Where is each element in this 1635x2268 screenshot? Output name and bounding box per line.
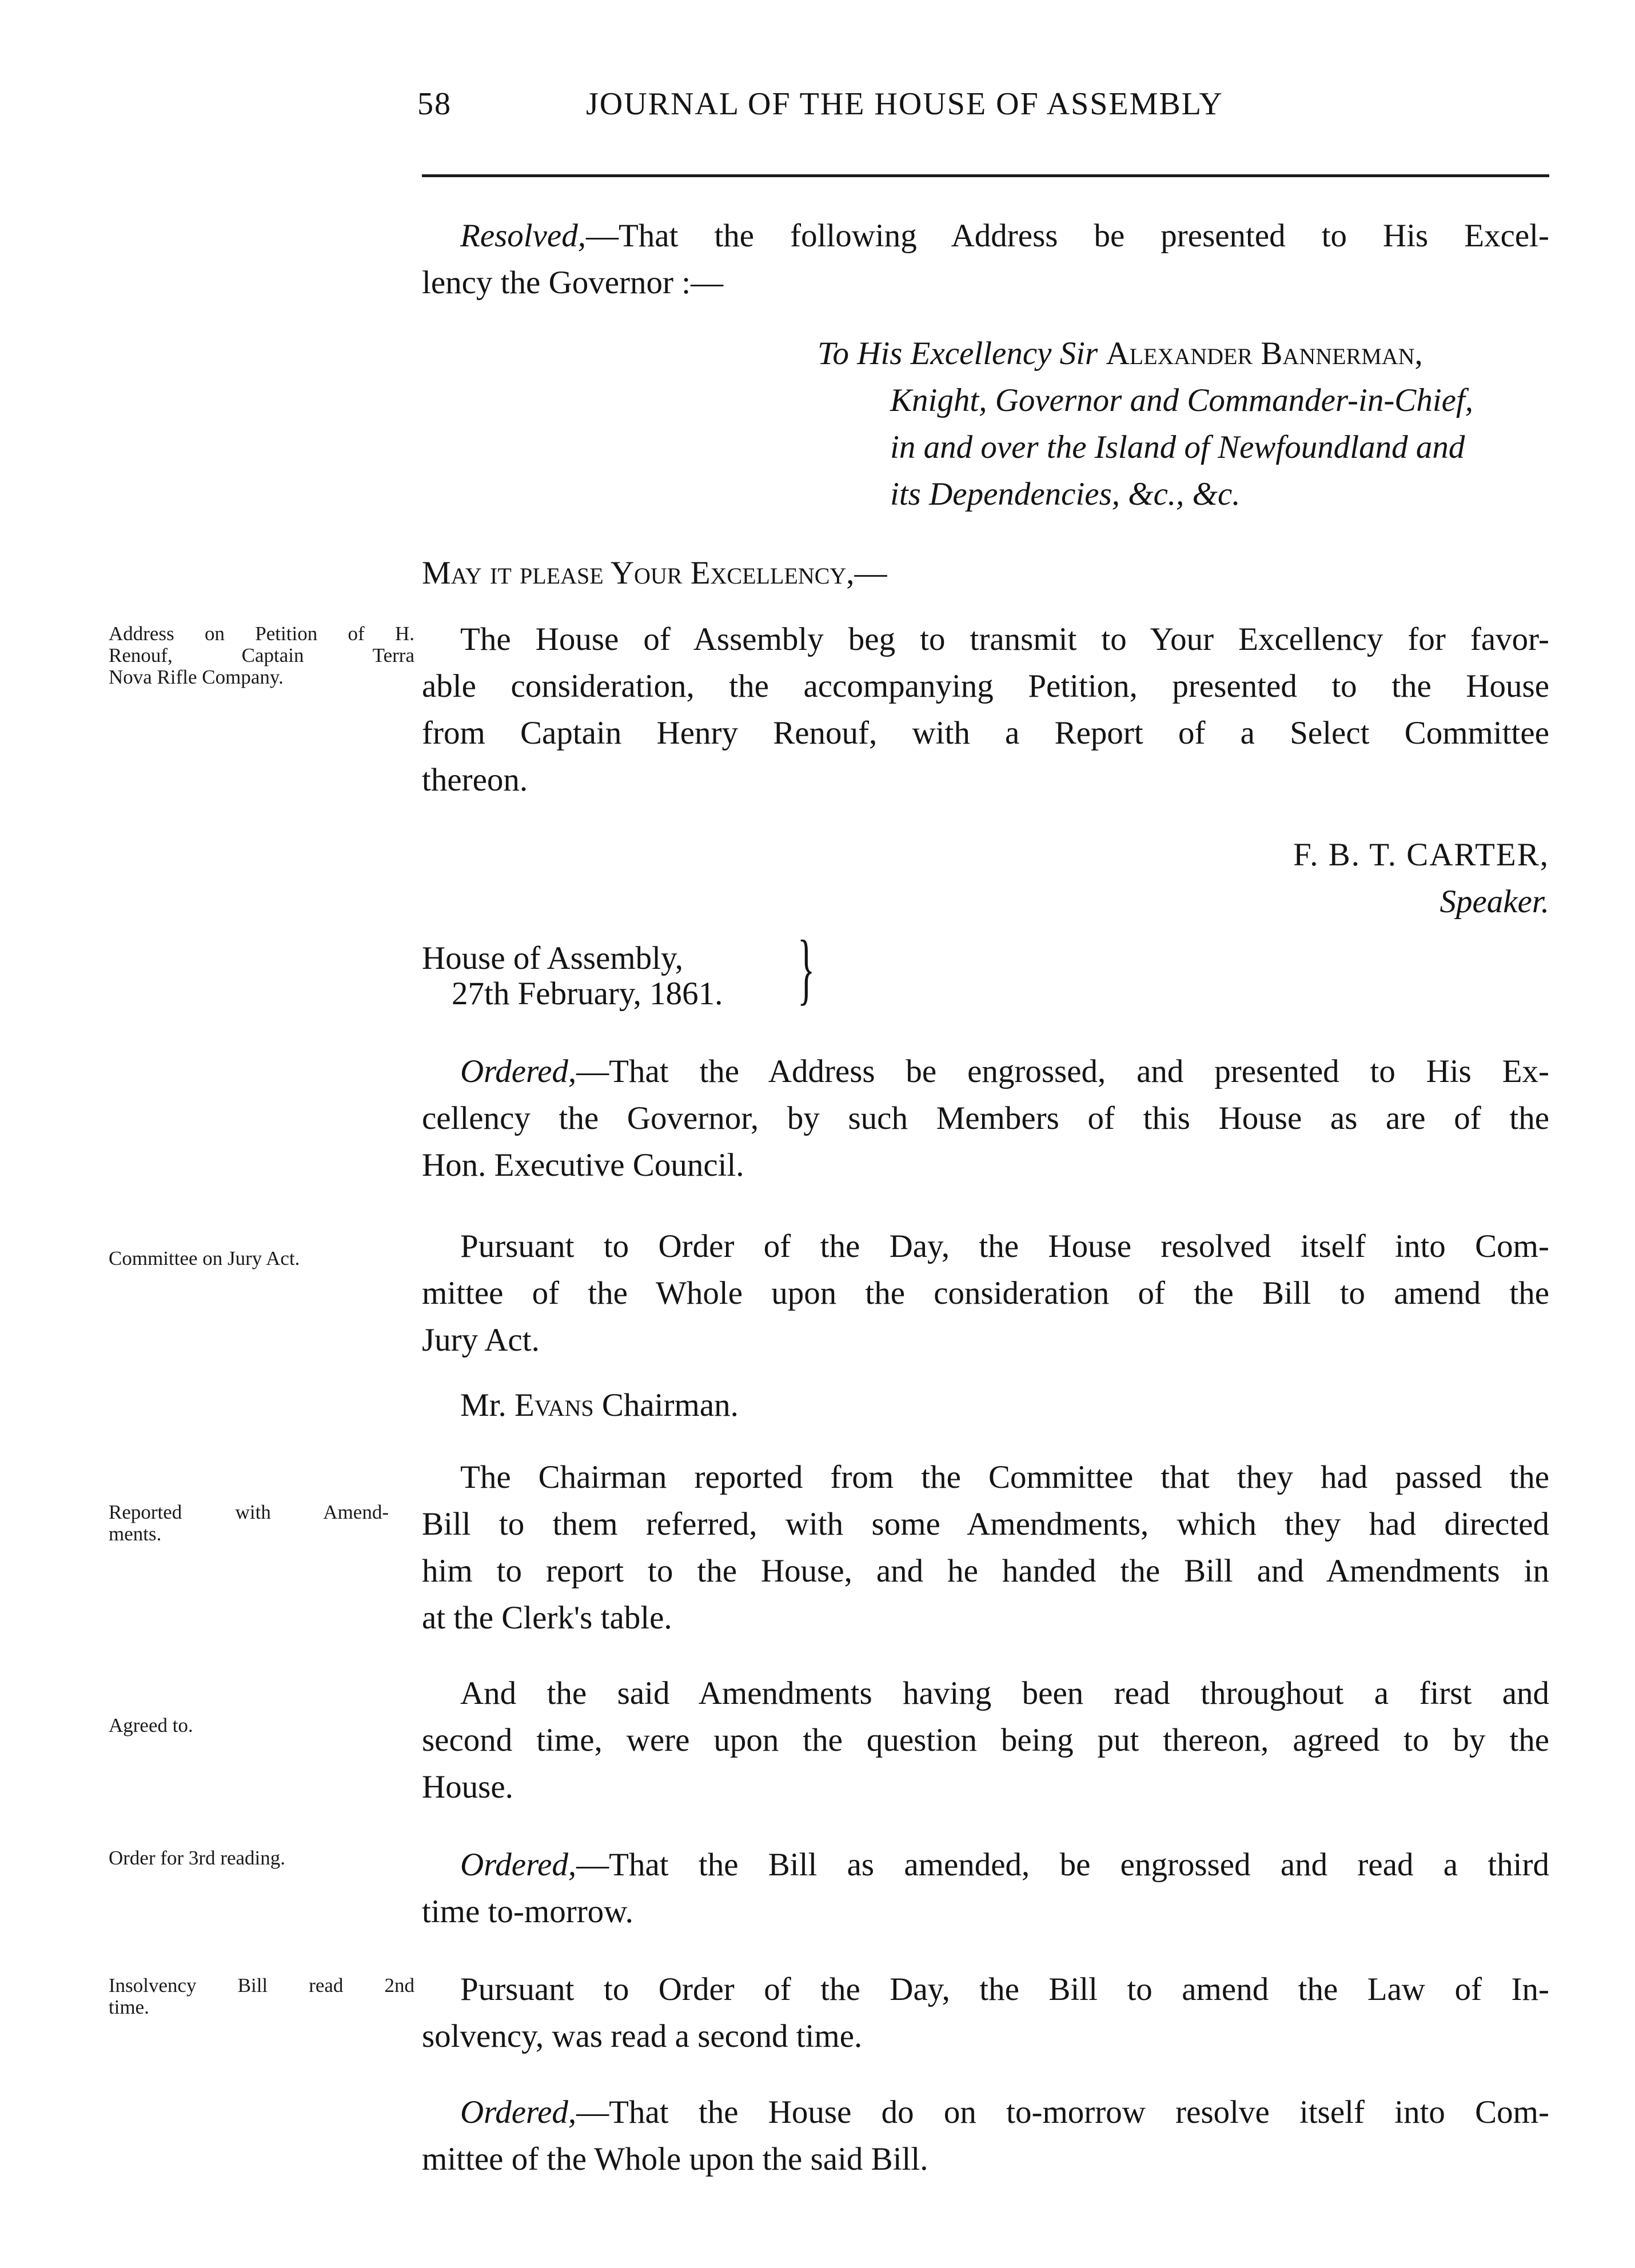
margin-note-address-line-2: Renouf, Captain Terra	[109, 644, 414, 666]
chairman-line: Mr. Evans Chairman.	[460, 1387, 739, 1423]
amendments-line-1: And the said Amendments having been read throughout a first and	[460, 1675, 1549, 1711]
jury-committee-line-1: Pursuant to Order of the Day, the House resolved itself into Com-	[460, 1228, 1549, 1264]
header-rule	[422, 174, 1549, 177]
ordered-address-line-2: cellency the Governor, by such Members of this House as are of the	[422, 1100, 1549, 1136]
dateline-brace: }	[797, 924, 815, 1013]
running-header	[417, 86, 1561, 126]
jury-committee-line-3: Jury Act.	[422, 1322, 540, 1358]
insolvency-line-1: Pursuant to Order of the Day, the Bill to amend the Law of In-	[460, 1971, 1549, 2007]
signature-name: F. B. T. CARTER,	[1293, 837, 1549, 873]
insolvency-committee-line-1: Ordered,—That the House do on to-morrow resolve itself into Com-	[460, 2094, 1549, 2130]
amendments-line-2: second time, were upon the question being put thereon, agreed to by the	[422, 1722, 1549, 1758]
insolvency-line-2: solvency, was read a second time.	[422, 2018, 863, 2054]
chairman-report-line-1: The Chairman reported from the Committee that they had passed the	[460, 1459, 1549, 1495]
amendments-line-3: House.	[422, 1769, 513, 1805]
chairman-report-line-2: Bill to them referred, with some Amendments, which they had directed	[422, 1506, 1549, 1542]
margin-note-insolvency-line-1: Insolvency Bill read 2nd	[109, 1974, 414, 1997]
ordered-address-line-3: Hon. Executive Council.	[422, 1147, 744, 1183]
address-line-4: its Dependencies, &c., &c.	[890, 476, 1241, 512]
margin-note-address-line-1: Address on Petition of H.	[109, 622, 414, 645]
margin-note-insolvency-line-2: time.	[109, 1996, 149, 2018]
chairman-report-line-3: him to report to the House, and he handed the Bill and Amendments in	[422, 1553, 1549, 1589]
resolved-lead: Resolved,	[460, 218, 586, 254]
signature-title: Speaker.	[1439, 884, 1549, 920]
margin-note-address-line-3: Nova Rifle Company.	[109, 666, 284, 688]
address-line-2: Knight, Governor and Commander-in-Chief,	[890, 382, 1474, 418]
resolution-line-1: Resolved,—That the following Address be presented to His Excel-	[460, 218, 1549, 254]
petition-line-1: The House of Assembly beg to transmit to Your Excellency for favor-	[460, 621, 1549, 657]
petition-line-2: able consideration, the accompanying Petition, presented to the House	[422, 668, 1549, 704]
resolution-line-2: lency the Governor :—	[422, 265, 724, 301]
dateline-line-1: House of Assembly,	[422, 940, 684, 976]
margin-note-agreed: Agreed to.	[109, 1714, 193, 1736]
margin-note-reported-line-2: ments.	[109, 1523, 162, 1545]
third-reading-line-2: time to-morrow.	[422, 1894, 633, 1930]
address-line-1: To His Excellency Sir Alexander Bannerman,	[818, 336, 1423, 372]
salutation: May it please Your Excellency,—	[422, 555, 887, 591]
petition-line-4: thereon.	[422, 762, 528, 798]
margin-note-third-reading: Order for 3rd reading.	[109, 1847, 286, 1869]
petition-line-3: from Captain Henry Renouf, with a Report of a Select Committee	[422, 715, 1549, 751]
page-number: 58	[417, 86, 452, 122]
ordered-address-line-1: Ordered,—That the Address be engrossed, and presented to His Ex-	[460, 1053, 1549, 1089]
journal-title: JOURNAL OF THE HOUSE OF ASSEMBLY	[586, 86, 1223, 122]
address-line-3: in and over the Island of Newfoundland and	[890, 429, 1465, 465]
third-reading-line-1: Ordered,—That the Bill as amended, be engrossed and read a third	[460, 1847, 1549, 1883]
margin-note-reported-line-1: Reported with Amend-	[109, 1501, 389, 1523]
dateline-line-2: 27th February, 1861.	[452, 976, 723, 1012]
insolvency-committee-line-2: mittee of the Whole upon the said Bill.	[422, 2141, 928, 2177]
chairman-report-line-4: at the Clerk's table.	[422, 1600, 672, 1636]
jury-committee-line-2: mittee of the Whole upon the consideration of the Bill to amend the	[422, 1275, 1549, 1311]
margin-note-jury-act: Committee on Jury Act.	[109, 1247, 300, 1269]
